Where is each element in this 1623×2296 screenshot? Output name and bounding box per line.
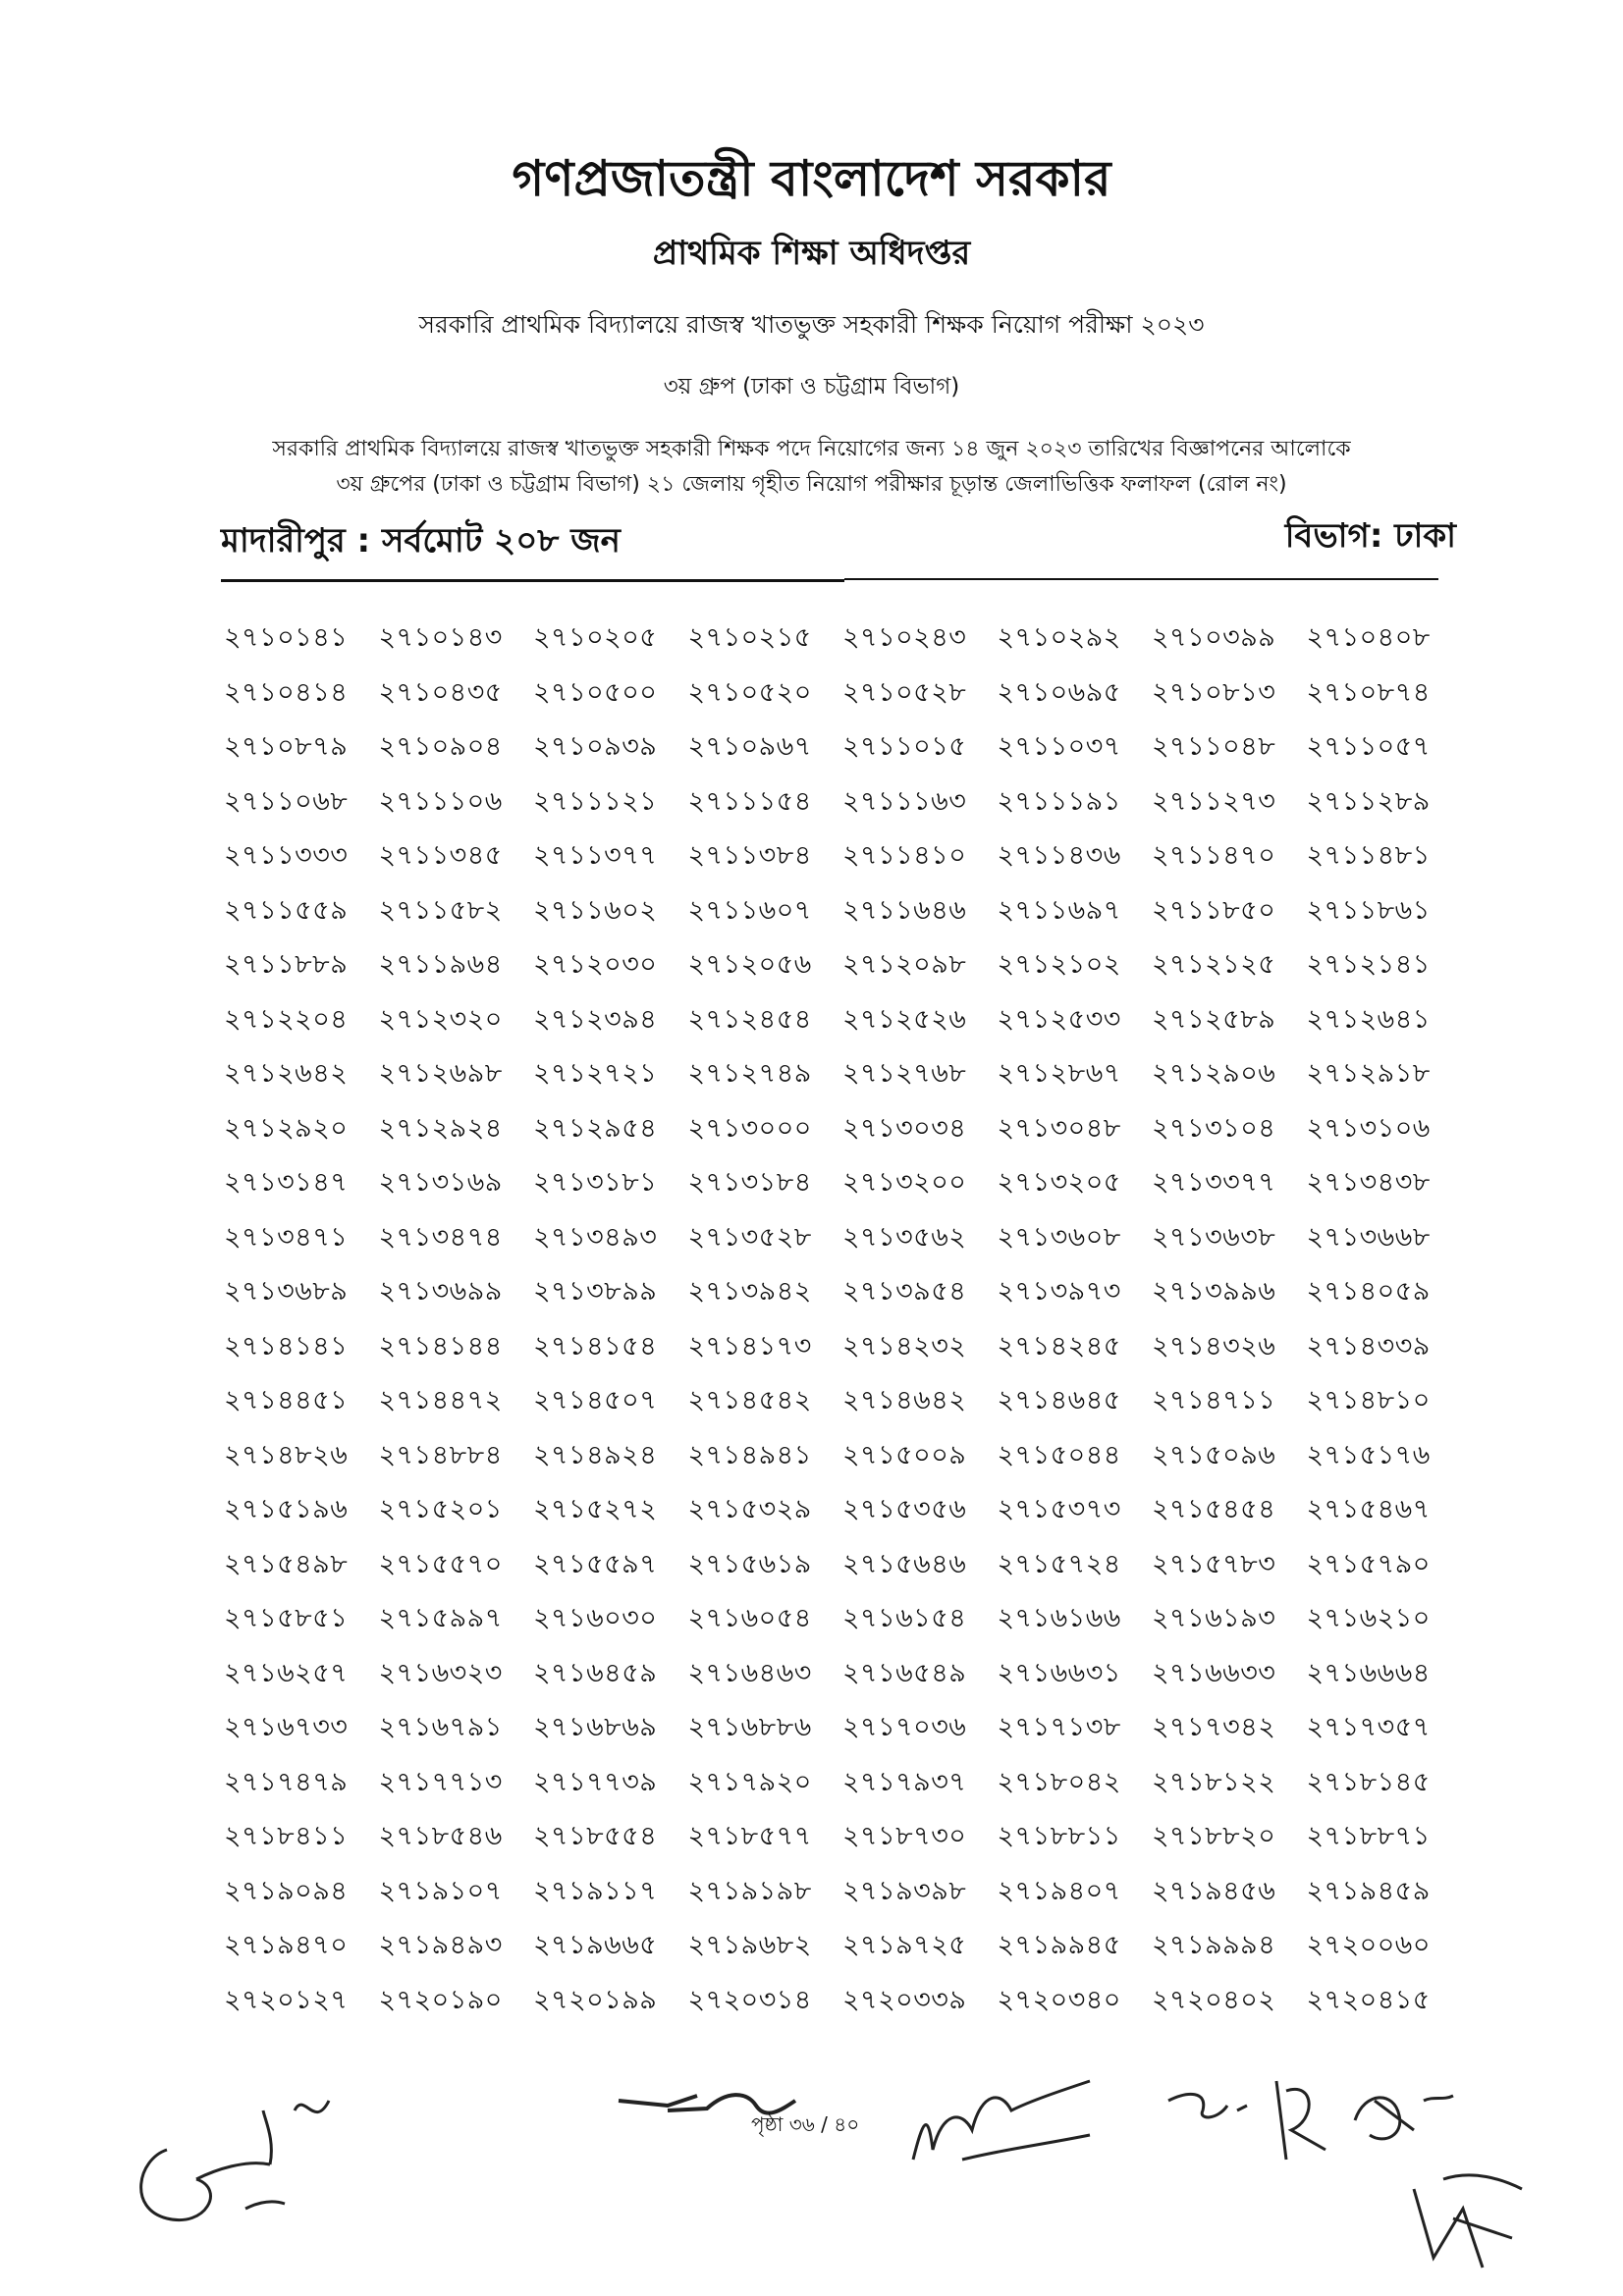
roll-number: ২৭১৯৯৯৪ [1152, 1930, 1276, 1960]
roll-number: ২৭১৫৩২৯ [687, 1494, 812, 1524]
roll-number: ২৭১৪৬৪৫ [997, 1385, 1121, 1415]
roll-number: ২৭১০৪৩৫ [378, 676, 503, 708]
roll-number: ২৭১০২১৫ [687, 622, 812, 653]
footer [0, 2052, 1623, 2296]
roll-number: ২৭১৬৭৯১ [378, 1712, 503, 1742]
roll-number: ২৭১০১৪১ [224, 622, 349, 653]
roll-number: ২৭১৯৯৪৫ [997, 1930, 1121, 1960]
roll-number: ২৭১১৬০৭ [687, 894, 812, 926]
roll-number: ২৭১১০৪৮ [1152, 731, 1276, 762]
roll-number: ২৭১৪৯২৪ [533, 1439, 658, 1470]
roll-number: ২৭১১৮৫০ [1152, 894, 1276, 926]
roll-number: ২৭১১৩৭৭ [533, 840, 658, 871]
roll-number: ২৭১২১০২ [997, 949, 1121, 980]
roll-number: ২৭১১৬০২ [533, 894, 658, 926]
roll-number: ২৭১৫৭৮৩ [1152, 1548, 1276, 1579]
roll-number: ২৭১৬৭৩৩ [224, 1712, 349, 1742]
roll-number: ২৭১৬৮৬৯ [533, 1712, 658, 1742]
roll-number: ২৭১৫৭২৪ [997, 1548, 1121, 1579]
roll-number: ২৭১২১৪১ [1306, 949, 1431, 980]
roll-number: ২৭২০১৯০ [378, 1984, 503, 2015]
roll-number: ২৭১৬০৩০ [533, 1603, 658, 1633]
roll-number: ২৭১১৪৩৬ [997, 840, 1121, 871]
roll-number: ২৭১১৪১০ [842, 840, 967, 871]
roll-number: ২৭১৩২০৫ [997, 1167, 1121, 1198]
roll-number: ২৭১১৫৮২ [378, 894, 503, 926]
roll-number: ২৭১২৯২৪ [378, 1112, 503, 1144]
roll-number: ২৭১৬২৫৭ [224, 1657, 349, 1688]
roll-number: ২৭১৩৪৭৪ [378, 1221, 503, 1253]
roll-number: ২৭১৯৩৯৮ [842, 1875, 967, 1906]
roll-number: ২৭১৩৬৯৯ [378, 1276, 503, 1307]
government-title: গণপ্রজাতন্ত্রী বাংলাদেশ সরকার [512, 150, 1111, 207]
division-label: বিভাগ: ঢাকা [1284, 516, 1456, 556]
page-number: পৃষ্ঠা ৩৬ / ৪০ [751, 2112, 860, 2136]
roll-number: ২৭১২৯০৬ [1152, 1058, 1276, 1089]
roll-number-grid [224, 611, 1461, 2027]
roll-number: ২৭১৬৪৫৯ [533, 1657, 658, 1688]
roll-number: ২৭১৯৬৬৫ [533, 1930, 658, 1960]
roll-number: ২৭১৩১০৬ [1306, 1112, 1431, 1144]
roll-number: ২৭১৮০৪২ [997, 1766, 1121, 1797]
roll-number: ২৭১৩২০০ [842, 1167, 967, 1198]
roll-number: ২৭১০২৪৩ [842, 622, 967, 653]
roll-number: ২৭১৫০৪৪ [997, 1439, 1121, 1470]
roll-number: ২৭১৩৬৮৯ [224, 1276, 349, 1307]
roll-number: ২৭১৮১২২ [1152, 1766, 1276, 1797]
roll-number: ২৭১০৮৭৪ [1306, 676, 1431, 708]
header-rule-left [221, 579, 844, 582]
roll-number: ২৭১৯১১৭ [533, 1875, 658, 1906]
roll-number: ২৭১৩৩৭৭ [1152, 1167, 1276, 1198]
roll-number: ২৭১৫০০৯ [842, 1439, 967, 1470]
roll-number: ২৭১৪৫৪২ [687, 1385, 812, 1415]
roll-number: ২৭১৮৮১১ [997, 1821, 1121, 1851]
roll-number: ২৭১০৫২০ [687, 676, 812, 708]
roll-number: ২৭১৩৪৯৩ [533, 1221, 658, 1253]
roll-number: ২৭১৪৪৭২ [378, 1385, 503, 1415]
roll-number: ২৭১১৪৮১ [1306, 840, 1431, 871]
roll-number: ২৭১৮৫৭৭ [687, 1821, 812, 1851]
roll-number: ২৭১১৬৯৭ [997, 894, 1121, 926]
roll-number: ২৭১৫৫৭০ [378, 1548, 503, 1579]
roll-number: ২৭১০৫০০ [533, 676, 658, 708]
district-total: মাদারীপুর : সর্বমোট ২০৮ জন [221, 521, 621, 561]
roll-number: ২৭১০৯০৪ [378, 731, 503, 762]
document-header [0, 147, 1623, 503]
roll-number: ২৭১৮৮৭১ [1306, 1821, 1431, 1851]
roll-number: ২৭১২৪৫৪ [687, 1003, 812, 1035]
department-title: প্রাথমিক শিক্ষা অধিদপ্তর [652, 234, 971, 273]
roll-number: ২৭১১০৬৮ [224, 785, 349, 817]
roll-number: ২৭১০৪০৮ [1306, 622, 1431, 653]
roll-number: ২৭১৩০৩৪ [842, 1112, 967, 1144]
roll-number: ২৭১৭৩৫৭ [1306, 1712, 1431, 1742]
roll-number: ২৭১৬৪৬৩ [687, 1657, 812, 1688]
roll-number: ২৭১৩০০০ [687, 1112, 812, 1144]
roll-number: ২৭১৫৯৯৭ [378, 1603, 503, 1633]
roll-number: ২৭১৮১৪৫ [1306, 1766, 1431, 1797]
roll-number: ২৭১১১৯১ [997, 785, 1121, 817]
roll-number: ২৭১৮৫৫৪ [533, 1821, 658, 1851]
roll-number: ২৭১৯১০৭ [378, 1875, 503, 1906]
roll-number: ২৭২০৩৪০ [997, 1984, 1121, 2015]
roll-number: ২৭১৩৪৭১ [224, 1221, 349, 1253]
roll-number: ২৭১৮৮২০ [1152, 1821, 1276, 1851]
roll-number: ২৭১৪৮৮৪ [378, 1439, 503, 1470]
signature-1 [98, 2071, 373, 2248]
roll-number: ২৭১৫১৭৬ [1306, 1439, 1431, 1470]
roll-number: ২৭১২৯২০ [224, 1112, 349, 1144]
roll-number: ২৭১৪৮২৬ [224, 1439, 349, 1470]
roll-number: ২৭১২৭২১ [533, 1058, 658, 1089]
roll-number: ২৭১৫৪৬৭ [1306, 1494, 1431, 1524]
roll-number: ২৭১৪০৫৯ [1306, 1276, 1431, 1307]
roll-number: ২৭১৫৬১৯ [687, 1548, 812, 1579]
roll-number: ২৭১১১০৬ [378, 785, 503, 817]
roll-number: ২৭১৭৭১৩ [378, 1766, 503, 1797]
roll-number: ২৭১৩১৮৪ [687, 1167, 812, 1198]
notice-line-1: সরকারি প্রাথমিক বিদ্যালয়ে রাজস্ব খাতভুক্ত সহকারী শিক্ষক পদে নিয়োগের জন্য ১৪ জুন ২০২৩ তারিখের বিজ্ঞাপনের আলোকে [272, 437, 1351, 461]
roll-number: ২৭১০৫২৮ [842, 676, 967, 708]
roll-number: ২৭১১৫৫৯ [224, 894, 349, 926]
roll-number: ২৭১৮৭৩০ [842, 1821, 967, 1851]
roll-number: ২৭১২৯১৮ [1306, 1058, 1431, 1089]
roll-number: ২৭২০৪১৫ [1306, 1984, 1431, 2015]
roll-number: ২৭১২০৯৮ [842, 949, 967, 980]
roll-number: ২৭১৬১৯৩ [1152, 1603, 1276, 1633]
roll-number: ২৭১০২০৫ [533, 622, 658, 653]
roll-number: ২৭১৬৮৮৬ [687, 1712, 812, 1742]
roll-number: ২৭১৩৮৯৯ [533, 1276, 658, 1307]
roll-number: ২৭১৩১৪৭ [224, 1167, 349, 1198]
roll-number: ২৭১২৫৮৯ [1152, 1003, 1276, 1035]
roll-number: ২৭১১১৫৪ [687, 785, 812, 817]
roll-number: ২৭১৫৩৭৩ [997, 1494, 1121, 1524]
roll-number: ২৭১০৮১৩ [1152, 676, 1276, 708]
roll-number: ২৭১৯৪৫৬ [1152, 1875, 1276, 1906]
roll-number: ২৭১৫২০১ [378, 1494, 503, 1524]
roll-number: ২৭১২৫২৬ [842, 1003, 967, 1035]
roll-number: ২৭১১৪৭০ [1152, 840, 1276, 871]
roll-number: ২৭১১৩৮৪ [687, 840, 812, 871]
roll-number: ২৭১০৯৩৯ [533, 731, 658, 762]
roll-number: ২৭১২০৫৬ [687, 949, 812, 980]
roll-number: ২৭১৩৯৫৪ [842, 1276, 967, 1307]
roll-number: ২৭১৭৯২০ [687, 1766, 812, 1797]
roll-number: ২৭১১১২১ [533, 785, 658, 817]
roll-number: ২৭১৩৯৭৩ [997, 1276, 1121, 1307]
roll-number: ২৭১৪১৭৩ [687, 1330, 812, 1362]
roll-number: ২৭১৪৮১০ [1306, 1385, 1431, 1415]
roll-number: ২৭১৯৪৯৩ [378, 1930, 503, 1960]
roll-number: ২৭২০৩৩৯ [842, 1984, 967, 2015]
roll-number: ২৭১১২৮৯ [1306, 785, 1431, 817]
roll-number: ২৭১৯৭২৫ [842, 1930, 967, 1960]
roll-number: ২৭১৭৪৭৯ [224, 1766, 349, 1797]
roll-number: ২৭১১৯৬৪ [378, 949, 503, 980]
roll-number: ২৭১২৬৪২ [224, 1058, 349, 1089]
roll-number: ২৭১১২৭৩ [1152, 785, 1276, 817]
roll-number: ২৭১৬১৫৪ [842, 1603, 967, 1633]
roll-number: ২৭১৫৬৪৬ [842, 1548, 967, 1579]
roll-number: ২৭২০৪০২ [1152, 1984, 1276, 2015]
roll-number: ২৭১৭৩৪২ [1152, 1712, 1276, 1742]
roll-number: ২৭১৭১৩৮ [997, 1712, 1121, 1742]
roll-number: ২৭১৭০৩৬ [842, 1712, 967, 1742]
roll-number: ২৭১৫৮৫১ [224, 1603, 349, 1633]
roll-number: ২৭১২৯৫৪ [533, 1112, 658, 1144]
roll-number: ২৭২০৩১৪ [687, 1984, 812, 2015]
roll-number: ২৭১৪২৩২ [842, 1330, 967, 1362]
roll-number: ২৭১৩৯৯৬ [1152, 1276, 1276, 1307]
roll-number: ২৭১৫০৯৬ [1152, 1439, 1276, 1470]
roll-number: ২৭১১১৬৩ [842, 785, 967, 817]
roll-number: ২৭১৩১০৪ [1152, 1112, 1276, 1144]
roll-number: ২৭১৩৬০৮ [997, 1221, 1121, 1253]
roll-number: ২৭১০৩৯৯ [1152, 622, 1276, 653]
roll-number: ২৭১২৩৯৪ [533, 1003, 658, 1035]
roll-number: ২৭১২৭৬৮ [842, 1058, 967, 1089]
roll-number: ২৭১৪৩২৬ [1152, 1330, 1276, 1362]
roll-number: ২৭১৩০৪৮ [997, 1112, 1121, 1144]
notice-line-2: ৩য় গ্রুপের (ঢাকা ও চট্টগ্রাম বিভাগ) ২১ জেলায় গৃহীত নিয়োগ পরীক্ষার চূড়ান্ত জেলাভিত্তিক ফলাফল (রোল নং) [336, 472, 1287, 497]
roll-number: ২৭১২৫৩৩ [997, 1003, 1121, 1035]
roll-number: ২৭১০১৪৩ [378, 622, 503, 653]
roll-number: ২৭১১৬৪৬ [842, 894, 967, 926]
roll-number: ২৭১৮৫৪৬ [378, 1821, 503, 1851]
roll-number: ২৭১৫২৭২ [533, 1494, 658, 1524]
roll-number: ২৭১৪৭১১ [1152, 1385, 1276, 1415]
roll-number: ২৭১৬৬৩১ [997, 1657, 1121, 1688]
roll-number: ২৭১৯৬৮২ [687, 1930, 812, 1960]
roll-number: ২৭১৪৪৫১ [224, 1385, 349, 1415]
roll-number: ২৭১২৩২০ [378, 1003, 503, 1035]
roll-number: ২৭১৩৫৬২ [842, 1221, 967, 1253]
roll-number: ২৭১২৮৬৭ [997, 1058, 1121, 1089]
roll-number: ২৭১৪৫০৭ [533, 1385, 658, 1415]
signature-3 [903, 2071, 1100, 2189]
roll-number: ২৭১১৩৪৫ [378, 840, 503, 871]
roll-number: ২৭১৩৫২৮ [687, 1221, 812, 1253]
notice-text [0, 432, 1623, 503]
roll-number: ২৭১৪২৪৫ [997, 1330, 1121, 1362]
roll-number: ২৭১৬৫৪৯ [842, 1657, 967, 1688]
roll-number: ২৭১৯০৯৪ [224, 1875, 349, 1906]
roll-number: ২৭১২৬৯৮ [378, 1058, 503, 1089]
signature-5 [1394, 2150, 1551, 2287]
roll-number: ২৭১৬৬৬৪ [1306, 1657, 1431, 1688]
roll-number: ২৭১৫৩৫৬ [842, 1494, 967, 1524]
roll-number: ২৭২০০৬০ [1306, 1930, 1431, 1960]
roll-number: ২৭১১০১৫ [842, 731, 967, 762]
roll-number: ২৭১২১২৫ [1152, 949, 1276, 980]
roll-number: ২৭১৫৫৯৭ [533, 1548, 658, 1579]
roll-number: ২৭১৫১৯৬ [224, 1494, 349, 1524]
roll-number: ২৭১৫৭৯০ [1306, 1548, 1431, 1579]
roll-number: ২৭১৪১৫৪ [533, 1330, 658, 1362]
roll-number: ২৭১১৩৩৩ [224, 840, 349, 871]
roll-number: ২৭২০১৯৯ [533, 1984, 658, 2015]
roll-number: ২৭১১০৩৭ [997, 731, 1121, 762]
roll-number: ২৭১২২০৪ [224, 1003, 349, 1035]
roll-number: ২৭১৬১৬৬ [997, 1603, 1121, 1633]
roll-number: ২৭১৬২১০ [1306, 1603, 1431, 1633]
group-title: ৩য় গ্রুপ (ঢাকা ও চট্টগ্রাম বিভাগ) [663, 374, 960, 400]
roll-number: ২৭১০৯৬৭ [687, 731, 812, 762]
roll-number: ২৭১৪৯৪১ [687, 1439, 812, 1470]
roll-number: ২৭১৩১৮১ [533, 1167, 658, 1198]
roll-number: ২৭১৩১৬৯ [378, 1167, 503, 1198]
roll-number: ২৭২০১২৭ [224, 1984, 349, 2015]
roll-number: ২৭১৯৪৭০ [224, 1930, 349, 1960]
roll-number: ২৭১৫৪৫৪ [1152, 1494, 1276, 1524]
roll-number: ২৭১৬০৫৪ [687, 1603, 812, 1633]
roll-number: ২৭১৬৩২৩ [378, 1657, 503, 1688]
roll-number: ২৭১১৮৬১ [1306, 894, 1431, 926]
roll-number: ২৭১৪৬৪২ [842, 1385, 967, 1415]
roll-number: ২৭১০২৯২ [997, 622, 1121, 653]
roll-number: ২৭১৪১৪১ [224, 1330, 349, 1362]
roll-number: ২৭১৬৬৩৩ [1152, 1657, 1276, 1688]
roll-number: ২৭১২৭৪৯ [687, 1058, 812, 1089]
roll-number: ২৭১২০৩০ [533, 949, 658, 980]
roll-number: ২৭১৭৯৩৭ [842, 1766, 967, 1797]
roll-number: ২৭১১০৫৭ [1306, 731, 1431, 762]
roll-number: ২৭১১৮৮৯ [224, 949, 349, 980]
roll-number: ২৭১৮৪১১ [224, 1821, 349, 1851]
roll-number: ২৭১৯৪০৭ [997, 1875, 1121, 1906]
roll-number: ২৭১৪৩৩৯ [1306, 1330, 1431, 1362]
roll-number: ২৭১০৬৯৫ [997, 676, 1121, 708]
roll-number: ২৭১৭৭৩৯ [533, 1766, 658, 1797]
roll-number: ২৭১৩৬৬৮ [1306, 1221, 1431, 1253]
exam-title: সরকারি প্রাথমিক বিদ্যালয়ে রাজস্ব খাতভুক্ত সহকারী শিক্ষক নিয়োগ পরীক্ষা ২০২৩ [418, 310, 1205, 339]
roll-number: ২৭১০৮৭৯ [224, 731, 349, 762]
roll-number: ২৭১৫৪৯৮ [224, 1548, 349, 1579]
roll-number: ২৭১৯১৯৮ [687, 1875, 812, 1906]
roll-number: ২৭১৩৯৪২ [687, 1276, 812, 1307]
header-rule-right [844, 578, 1438, 580]
roll-number: ২৭১৩৬৩৮ [1152, 1221, 1276, 1253]
roll-number: ২৭১৩৪৩৮ [1306, 1167, 1431, 1198]
roll-number: ২৭১০৪১৪ [224, 676, 349, 708]
roll-number: ২৭১৯৪৫৯ [1306, 1875, 1431, 1906]
roll-number: ২৭১৪১৪৪ [378, 1330, 503, 1362]
roll-number: ২৭১২৬৪১ [1306, 1003, 1431, 1035]
